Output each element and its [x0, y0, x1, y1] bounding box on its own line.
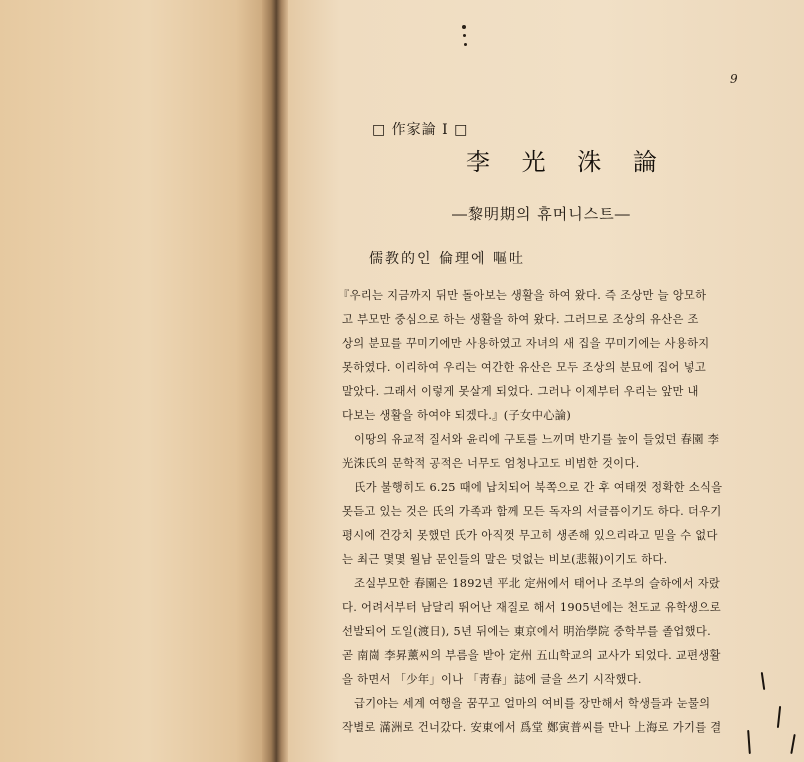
- body-line: 평시에 건강치 못했던 氏가 아직껏 무고히 생존해 있으리라고 믿을 수 없다: [342, 529, 718, 542]
- body-line: 는 최근 몇몇 월남 문인들의 말은 덧없는 비보(悲報)이기도 하다.: [342, 553, 668, 566]
- body-line: 고 부모만 중심으로 하는 생활을 하여 왔다. 그러므로 조상의 유산은 조: [342, 313, 699, 326]
- page-number: 9: [730, 72, 738, 86]
- body-line: 작별로 滿洲로 건너갔다. 安東에서 爲堂 鄭寅普씨를 만나 上海로 가기를 결: [342, 721, 722, 734]
- left-page: [0, 0, 268, 762]
- section-heading: 儒教的인 倫理에 嘔吐: [369, 251, 525, 267]
- body-line: 光洙氏의 문학적 공적은 너무도 엄청나고도 비범한 것이다.: [342, 457, 640, 470]
- page-title: 李 光 洙 論: [466, 148, 669, 176]
- body-line: 못하였다. 이리하여 우리는 여간한 유산은 모두 조상의 분묘에 집어 넣고: [342, 361, 707, 374]
- body-line: 이땅의 유교적 질서와 윤리에 구토를 느끼며 반기를 높이 들었던 春園 李: [354, 433, 720, 446]
- body-line: 다. 어려서부터 남달리 뛰어난 재질로 해서 1905년에는 천도교 유학생으로: [342, 601, 721, 614]
- body-line: 급기야는 세계 여행을 꿈꾸고 얼마의 여비를 장만해서 학생들과 눈물의: [354, 697, 711, 710]
- body-line: 을 하면서 「少年」이나 「靑春」誌에 글을 쓰기 시작했다.: [342, 673, 642, 686]
- body-line: 못듣고 있는 것은 氏의 가족과 함께 모든 독자의 서글픔이기도 하다. 더우기: [342, 505, 722, 518]
- body-line: 다보는 생활을 하여야 되겠다.』(子女中心論): [342, 409, 572, 422]
- book-gutter: [262, 0, 288, 762]
- page-subtitle: ―黎明期의 휴머니스트―: [452, 205, 631, 223]
- body-line: 氏가 불행히도 6.25 때에 납치되어 북쪽으로 간 후 여태껏 정확한 소식을: [354, 481, 723, 494]
- ink-speck: [464, 43, 467, 46]
- body-line: 상의 분묘를 꾸미기에만 사용하였고 자녀의 새 집을 꾸미기에는 사용하지: [342, 337, 710, 350]
- body-line: 선발되어 도일(渡日), 5년 뒤에는 東京에서 明治學院 중학부를 졸업했다.: [342, 625, 711, 638]
- body-line: 말았다. 그래서 이렇게 못살게 되었다. 그러나 이제부터 우리는 앞만 내: [342, 385, 699, 398]
- ink-speck: [463, 34, 466, 37]
- body-line: 곧 南崗 李昇薰씨의 부름을 받아 定州 五山학교의 교사가 되었다. 교편생활: [342, 649, 721, 662]
- series-header: □ 作家論 Ⅰ □: [372, 122, 469, 138]
- ink-speck: [462, 25, 466, 29]
- body-line: 『우리는 지금까지 뒤만 돌아보는 생활을 하여 왔다. 즉 조상만 늘 앙모하: [338, 289, 707, 302]
- body-line: 조실부모한 春園은 1892년 平北 定州에서 태어나 조부의 슬하에서 자랐: [354, 577, 721, 590]
